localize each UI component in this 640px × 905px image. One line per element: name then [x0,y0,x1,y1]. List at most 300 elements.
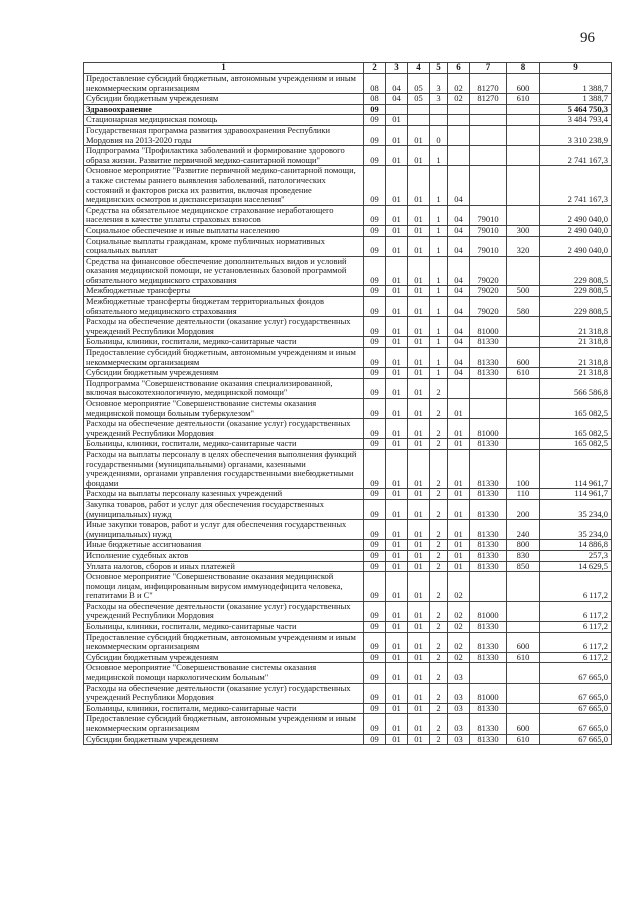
table-row [84,166,612,205]
row-name: Расходы на обеспечение деятельности (оказание услуг) государственных учреждений Республики Мордовия [84,317,364,337]
code-expense-type [507,703,540,714]
code-subsection: 01 [386,561,408,572]
code-expense-type: 100 [507,449,540,488]
table-row [84,683,612,703]
code-activity: 01 [448,520,470,540]
code-activity: 01 [448,399,470,419]
code-subprogram: 2 [430,663,448,683]
row-name: Основное мероприятие "Совершенствование системы оказания медицинской помощи наркологическим больным" [84,663,364,683]
row-amount: 67 665,0 [540,714,612,734]
budget-table-container [83,62,611,745]
code-expense-type [507,125,540,145]
code-direction: 81000 [470,317,507,337]
code-subprogram: 2 [430,399,448,419]
row-name: Средства на обязательное медицинское страхование неработающего населения в качестве уплаты страховых взносов [84,205,364,225]
code-subsection: 01 [386,115,408,126]
code-section: 09 [364,714,386,734]
table-row [84,652,612,663]
row-name: Основное мероприятие "Развитие первичной медико-санитарной помощи, а также системы раннего выявления заболеваний, патологических состояний и факторов риска их развития, включая проведение медицинских осмотров и диспансеризации населения" [84,166,364,205]
code-expense-type [507,205,540,225]
code-program: 01 [408,337,430,348]
code-activity: 02 [448,622,470,633]
row-name: Предоставление субсидий бюджетным, автономным учреждениям и иным некоммерческим организациям [84,348,364,368]
column-header: 2 [364,63,386,74]
code-section: 09 [364,550,386,561]
table-row [84,419,612,439]
code-subsection: 04 [386,74,408,94]
code-activity: 03 [448,714,470,734]
row-name: Предоставление субсидий бюджетным, автономным учреждениям и иным некоммерческим организациям [84,714,364,734]
code-program: 01 [408,256,430,286]
code-direction: 81330 [470,439,507,450]
row-amount: 6 117,2 [540,632,612,652]
code-direction: 81330 [470,734,507,745]
code-activity: 01 [448,499,470,519]
code-program [408,115,430,126]
table-row [84,317,612,337]
code-subprogram: 2 [430,520,448,540]
code-subprogram: 2 [430,572,448,602]
row-amount: 114 961,7 [540,449,612,488]
code-subsection: 01 [386,601,408,621]
row-amount: 165 082,5 [540,439,612,450]
code-expense-type [507,663,540,683]
row-amount: 6 117,2 [540,601,612,621]
code-subsection: 01 [386,225,408,236]
code-program: 01 [408,520,430,540]
row-amount: 229 808,5 [540,286,612,297]
code-direction: 81330 [470,561,507,572]
code-activity [448,104,470,115]
code-section: 09 [364,499,386,519]
table-row [84,439,612,450]
code-program: 01 [408,632,430,652]
code-subsection: 01 [386,499,408,519]
code-expense-type: 500 [507,286,540,297]
code-subsection: 01 [386,348,408,368]
code-section: 09 [364,225,386,236]
table-row [84,714,612,734]
row-name: Расходы на обеспечение деятельности (оказание услуг) государственных учреждений Республики Мордовия [84,683,364,703]
row-amount: 2 741 167,3 [540,166,612,205]
code-section: 09 [364,236,386,256]
row-amount: 2 490 040,0 [540,236,612,256]
code-direction: 79020 [470,297,507,317]
code-direction: 81000 [470,601,507,621]
code-direction [470,125,507,145]
row-amount: 2 490 040,0 [540,225,612,236]
code-section: 09 [364,125,386,145]
row-name: Субсидии бюджетным учреждениям [84,734,364,745]
row-amount: 257,3 [540,550,612,561]
code-subprogram: 1 [430,166,448,205]
table-header-row [84,63,612,74]
code-subsection: 01 [386,572,408,602]
table-row [84,540,612,551]
code-subsection: 01 [386,256,408,286]
code-subsection: 01 [386,632,408,652]
code-activity: 02 [448,572,470,602]
row-name: Закупка товаров, работ и услуг для обеспечения государственных (муниципальных) нужд [84,499,364,519]
table-row [84,550,612,561]
code-subsection: 01 [386,297,408,317]
code-subprogram: 3 [430,94,448,105]
code-activity: 04 [448,205,470,225]
code-subprogram: 1 [430,337,448,348]
row-amount: 3 484 793,4 [540,115,612,126]
code-activity: 03 [448,703,470,714]
code-section: 09 [364,146,386,166]
row-name: Субсидии бюджетным учреждениям [84,94,364,105]
code-program [408,104,430,115]
code-program: 01 [408,317,430,337]
code-program: 01 [408,734,430,745]
table-row [84,256,612,286]
code-expense-type: 830 [507,550,540,561]
table-row [84,499,612,519]
code-activity: 02 [448,74,470,94]
code-subprogram: 1 [430,297,448,317]
row-amount: 229 808,5 [540,256,612,286]
code-activity: 01 [448,550,470,561]
code-direction [470,399,507,419]
code-subprogram: 1 [430,205,448,225]
table-row [84,520,612,540]
code-activity: 03 [448,683,470,703]
code-program: 01 [408,683,430,703]
code-subprogram: 1 [430,317,448,337]
code-expense-type: 800 [507,540,540,551]
code-activity [448,378,470,398]
row-amount: 14 629,5 [540,561,612,572]
code-subprogram: 2 [430,683,448,703]
row-name: Субсидии бюджетным учреждениям [84,652,364,663]
row-name: Больницы, клиники, госпитали, медико-санитарные части [84,337,364,348]
code-program: 01 [408,572,430,602]
table-row [84,104,612,115]
code-subsection: 01 [386,236,408,256]
code-section: 09 [364,348,386,368]
code-program: 01 [408,286,430,297]
row-name: Расходы на выплаты персоналу казенных учреждений [84,489,364,500]
row-amount: 2 490 040,0 [540,205,612,225]
code-subsection: 01 [386,714,408,734]
code-direction: 81270 [470,74,507,94]
code-direction: 81330 [470,550,507,561]
code-subprogram: 1 [430,368,448,379]
code-subsection: 01 [386,286,408,297]
code-section: 09 [364,540,386,551]
row-name: Здравоохранение [84,104,364,115]
row-name: Средства на финансовое обеспечение дополнительных видов и условий оказания медицинской помощи, не установленных базовой программой обязательного медицинского страхования [84,256,364,286]
row-name: Больницы, клиники, госпитали, медико-санитарные части [84,439,364,450]
row-amount: 21 318,8 [540,317,612,337]
row-amount: 165 082,5 [540,419,612,439]
code-subprogram: 2 [430,632,448,652]
code-program: 01 [408,449,430,488]
table-row [84,146,612,166]
code-expense-type: 580 [507,297,540,317]
code-direction [470,115,507,126]
code-expense-type [507,317,540,337]
code-section: 09 [364,337,386,348]
code-expense-type: 200 [507,499,540,519]
table-row [84,286,612,297]
code-program: 05 [408,94,430,105]
code-program: 01 [408,146,430,166]
code-expense-type: 610 [507,734,540,745]
code-subsection: 01 [386,550,408,561]
code-section: 09 [364,663,386,683]
table-row [84,703,612,714]
code-program: 01 [408,419,430,439]
row-amount: 21 318,8 [540,337,612,348]
code-expense-type [507,622,540,633]
code-program: 05 [408,74,430,94]
row-amount: 14 886,8 [540,540,612,551]
row-amount: 67 665,0 [540,734,612,745]
code-subsection: 01 [386,166,408,205]
row-name: Исполнение судебных актов [84,550,364,561]
code-direction: 81330 [470,337,507,348]
code-expense-type: 600 [507,348,540,368]
code-subsection: 01 [386,734,408,745]
code-expense-type [507,419,540,439]
table-row [84,368,612,379]
code-activity: 01 [448,419,470,439]
code-direction [470,104,507,115]
code-subsection: 01 [386,205,408,225]
code-subsection: 01 [386,337,408,348]
row-name: Основное мероприятие "Совершенствование оказания медицинской помощи лицам, инфицированным вирусом иммунодефицита человека, гепатитами В и С" [84,572,364,602]
code-activity: 01 [448,561,470,572]
code-direction: 81330 [470,632,507,652]
table-row [84,399,612,419]
code-expense-type [507,146,540,166]
code-section: 09 [364,256,386,286]
budget-table [83,62,612,745]
table-row [84,601,612,621]
code-section: 09 [364,652,386,663]
code-expense-type: 240 [507,520,540,540]
code-subprogram: 2 [430,703,448,714]
code-activity: 02 [448,601,470,621]
code-program: 01 [408,225,430,236]
row-name: Субсидии бюджетным учреждениям [84,368,364,379]
code-expense-type [507,601,540,621]
code-subprogram: 2 [430,489,448,500]
code-program: 01 [408,652,430,663]
table-row [84,561,612,572]
code-activity: 04 [448,256,470,286]
code-expense-type [507,378,540,398]
code-expense-type: 600 [507,714,540,734]
row-name: Государственная программа развития здравоохранения Республики Мордовия на 2013-2020 годы [84,125,364,145]
code-activity: 04 [448,297,470,317]
table-row [84,734,612,745]
code-activity: 04 [448,286,470,297]
row-amount: 6 117,2 [540,622,612,633]
row-amount: 1 388,7 [540,74,612,94]
code-activity: 04 [448,368,470,379]
code-direction: 81330 [470,520,507,540]
row-name: Предоставление субсидий бюджетным, автономным учреждениям и иным некоммерческим организациям [84,632,364,652]
code-direction: 79010 [470,236,507,256]
row-name: Уплата налогов, сборов и иных платежей [84,561,364,572]
table-row [84,94,612,105]
code-expense-type: 320 [507,236,540,256]
code-program: 01 [408,348,430,368]
code-activity: 01 [448,449,470,488]
column-header: 5 [430,63,448,74]
code-subprogram: 2 [430,550,448,561]
code-direction [470,572,507,602]
row-name: Социальные выплаты гражданам, кроме публичных нормативных социальных выплат [84,236,364,256]
row-name: Социальное обеспечение и иные выплаты населению [84,225,364,236]
column-header: 8 [507,63,540,74]
column-header: 3 [386,63,408,74]
code-program: 01 [408,236,430,256]
code-program: 01 [408,166,430,205]
code-direction: 81330 [470,348,507,368]
row-amount: 6 117,2 [540,572,612,602]
table-row [84,489,612,500]
code-section: 09 [364,297,386,317]
code-subsection: 01 [386,419,408,439]
code-subsection: 01 [386,663,408,683]
code-activity: 04 [448,236,470,256]
row-amount: 21 318,8 [540,348,612,368]
code-subsection: 01 [386,125,408,145]
code-section: 09 [364,520,386,540]
code-activity: 04 [448,225,470,236]
code-direction: 79010 [470,225,507,236]
column-header: 1 [84,63,364,74]
code-expense-type [507,166,540,205]
code-direction: 81330 [470,449,507,488]
code-expense-type [507,256,540,286]
code-expense-type: 110 [507,489,540,500]
code-subprogram: 1 [430,348,448,368]
code-expense-type: 610 [507,368,540,379]
row-name: Основное мероприятие "Совершенствование системы оказания медицинской помощи больным туберкулезом" [84,399,364,419]
code-section: 09 [364,632,386,652]
row-name: Подпрограмма "Профилактика заболеваний и формирование здорового образа жизни. Развитие первичной медико-санитарной помощи" [84,146,364,166]
code-program: 01 [408,703,430,714]
code-subsection: 01 [386,449,408,488]
code-subsection: 01 [386,540,408,551]
code-program: 01 [408,540,430,551]
code-program: 01 [408,205,430,225]
code-subsection: 01 [386,622,408,633]
code-activity: 04 [448,166,470,205]
code-subsection: 01 [386,703,408,714]
row-amount: 566 586,8 [540,378,612,398]
code-subprogram: 3 [430,74,448,94]
code-subprogram: 2 [430,449,448,488]
code-subprogram: 2 [430,714,448,734]
code-subsection: 01 [386,146,408,166]
code-direction: 81330 [470,368,507,379]
row-name: Предоставление субсидий бюджетным, автономным учреждениям и иным некоммерческим организациям [84,74,364,94]
row-name: Межбюджетные трансферты [84,286,364,297]
table-row [84,348,612,368]
code-subprogram: 2 [430,652,448,663]
code-expense-type [507,115,540,126]
row-amount: 67 665,0 [540,663,612,683]
row-amount: 35 234,0 [540,520,612,540]
code-program: 01 [408,378,430,398]
code-section: 09 [364,419,386,439]
table-row [84,115,612,126]
code-program: 01 [408,622,430,633]
code-activity [448,146,470,166]
code-subsection: 01 [386,378,408,398]
code-program: 01 [408,399,430,419]
code-direction: 79010 [470,205,507,225]
row-amount: 5 464 750,3 [540,104,612,115]
code-subprogram: 2 [430,622,448,633]
code-program: 01 [408,489,430,500]
code-program: 01 [408,550,430,561]
code-direction: 81330 [470,703,507,714]
column-header: 4 [408,63,430,74]
code-direction [470,663,507,683]
code-direction: 81330 [470,714,507,734]
row-amount: 35 234,0 [540,499,612,519]
code-section: 09 [364,572,386,602]
code-subsection: 01 [386,368,408,379]
code-activity: 01 [448,540,470,551]
row-amount: 21 318,8 [540,368,612,379]
code-section: 09 [364,703,386,714]
code-activity: 03 [448,663,470,683]
column-header: 9 [540,63,612,74]
code-direction [470,146,507,166]
code-subprogram: 2 [430,601,448,621]
code-direction: 81000 [470,419,507,439]
row-name: Иные закупки товаров, работ и услуг для обеспечения государственных (муниципальных) нужд [84,520,364,540]
row-amount: 3 310 238,9 [540,125,612,145]
table-row [84,236,612,256]
table-row [84,622,612,633]
code-subprogram: 1 [430,286,448,297]
code-expense-type: 850 [507,561,540,572]
code-section: 09 [364,115,386,126]
code-expense-type [507,399,540,419]
code-section: 08 [364,74,386,94]
code-activity: 04 [448,337,470,348]
code-expense-type [507,683,540,703]
row-name: Подпрограмма "Совершенствование оказания специализированной, включая высокотехнологичную, медицинской помощи" [84,378,364,398]
code-direction: 81330 [470,489,507,500]
code-subprogram: 2 [430,499,448,519]
code-expense-type: 300 [507,225,540,236]
code-activity: 03 [448,734,470,745]
row-name: Расходы на обеспечение деятельности (оказание услуг) государственных учреждений Республики Мордовия [84,601,364,621]
table-row [84,572,612,602]
row-name: Расходы на выплаты персоналу в целях обеспечения выполнения функций государственными (муниципальными) органами, казенными учреждениями, органами управления государственными внебюджетными фондами [84,449,364,488]
code-activity [448,115,470,126]
row-name: Расходы на обеспечение деятельности (оказание услуг) государственных учреждений Республики Мордовия [84,419,364,439]
code-expense-type: 610 [507,652,540,663]
code-subsection: 01 [386,399,408,419]
code-program: 01 [408,499,430,519]
code-direction: 81270 [470,94,507,105]
code-section: 09 [364,601,386,621]
row-amount: 114 961,7 [540,489,612,500]
code-subprogram: 1 [430,146,448,166]
